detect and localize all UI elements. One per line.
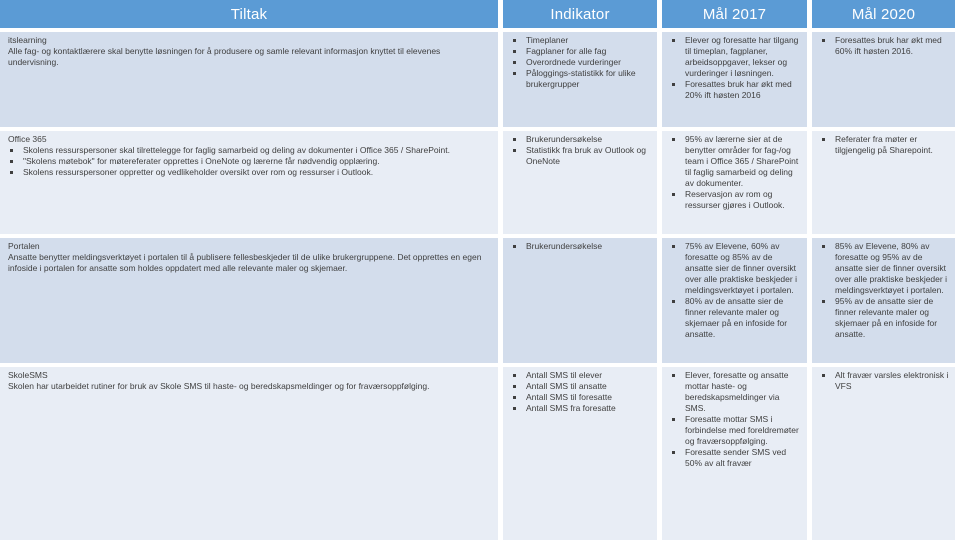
itslearning-tiltak-cell [0,32,498,127]
mal-2020-bullet-list [820,134,949,156]
bullet-item [820,35,949,57]
bullet-text: Statistikk fra bruk av Outlook og OneNote [526,145,646,166]
bullet-item [511,370,651,381]
bullet-text: 85% av Elevene, 80% av foresatte og 95% av de ansatte sier de finner oversikt over alle praktiske beskjeder i meldingsverktøyet i portalen. [835,241,947,295]
bullet-marker [10,149,13,152]
bullet-item [820,134,949,156]
portalen-tiltak-cell [0,238,498,363]
column-header-indikator: Indikator [503,0,657,28]
bullet-item [511,403,651,414]
bullet-item [670,79,801,101]
bullet-marker [513,149,516,152]
bullet-text: Reservasjon av rom og ressurser gjøres i Outlook. [685,189,785,210]
mal-2017-bullet-list [670,370,801,469]
skolesms-tiltak-cell [0,367,498,540]
bullet-text: 95% av de ansatte sier de finner relevante maler og skjemaer på en infoside for ansatte. [835,296,938,339]
bullet-text: Foresatte mottar SMS i forbindelse med foreldremøter og fraværsoppfølging. [685,414,799,446]
bullet-item [820,370,949,392]
bullet-item [511,145,651,167]
tiltak-title: SkoleSMS [8,370,48,380]
bullet-item [511,68,651,90]
mal-2020-bullet-list [820,370,949,392]
bullet-text: Alt fravær varsles elektronisk i VFS [835,370,949,391]
column-header-tiltak: Tiltak [0,0,498,28]
bullet-item [670,35,801,79]
bullet-item [8,156,492,167]
bullet-item [670,447,801,469]
bullet-marker [822,138,825,141]
bullet-text: 75% av Elevene, 60% av foresatte og 85% av de ansatte sier de finner oversikt over alle praktiske beskjeder i meldingsverktøyet i portalen. [685,241,797,295]
bullet-text: Antall SMS til elever [526,370,603,380]
bullet-marker [513,245,516,248]
bullet-marker [513,138,516,141]
bullet-marker [513,39,516,42]
itslearning-mal-2020-cell [812,32,955,127]
bullet-item [670,414,801,447]
tiltak-title: Portalen [8,241,40,251]
bullet-marker [10,171,13,174]
tiltak-text: Alle fag- og kontaktlærere skal benytte løsningen for å produsere og samle relevant informasjon knyttet til elevenes undervisning. [8,46,441,67]
bullet-text: Elever, foresatte og ansatte mottar haste- og beredskapsmeldinger via SMS. [685,370,789,413]
indikator-bullet-list [511,35,651,90]
mal-2020-bullet-list [820,241,949,340]
office365-indikator-cell [503,131,657,234]
bullet-marker [513,374,516,377]
bullet-text: 80% av de ansatte sier de finner relevante maler og skjemaer på en infoside for ansatte. [685,296,788,339]
bullet-item [511,392,651,403]
bullet-marker [822,374,825,377]
bullet-text: Antall SMS fra foresatte [526,403,616,413]
bullet-marker [822,39,825,42]
skolesms-indikator-cell [503,367,657,540]
bullet-text: Antall SMS til foresatte [526,392,612,402]
bullet-item [511,241,651,252]
bullet-text: Brukerundersøkelse [526,134,603,144]
office365-tiltak-cell [0,131,498,234]
tiltak-text: Ansatte benytter meldingsverktøyet i portalen til å publisere fellesbeskjeder til de ulike brukergruppene. Det opprettes en egen infoside i portalen for ansatte som holdes oppdatert med alle relevante maler og skjemaer. [8,252,482,273]
indikator-bullet-list [511,241,651,252]
tiltak-title: Office 365 [8,134,47,144]
bullet-marker [672,300,675,303]
bullet-marker [10,160,13,163]
bullet-item [670,296,801,340]
bullet-marker [672,193,675,196]
bullet-marker [672,451,675,454]
bullet-text: Foresattes bruk har økt med 60% ift høsten 2016. [835,35,942,56]
indikator-bullet-list [511,134,651,167]
bullet-marker [672,418,675,421]
mal-2020-bullet-list [820,35,949,57]
bullet-item [670,189,801,211]
bullet-text: Timeplaner [526,35,569,45]
bullet-text: Foresattes bruk har økt med 20% ift høsten 2016 [685,79,792,100]
bullet-item [670,370,801,414]
bullet-item [511,46,651,57]
bullet-marker [513,61,516,64]
bullet-text: Antall SMS til ansatte [526,381,607,391]
bullet-marker [513,50,516,53]
mal-2017-bullet-list [670,134,801,211]
bullet-marker [672,83,675,86]
bullet-text: Skolens ressurspersoner oppretter og vedlikeholder oversikt over rom og ressurser i Outlook. [23,167,374,177]
bullet-item [820,241,949,296]
bullet-text: Foresatte sender SMS ved 50% av alt fravær [685,447,787,468]
bullet-text: Skolens ressurspersoner skal tilrettelegge for faglig samarbeid og deling av dokumenter i Office 365 / SharePoint. [23,145,450,155]
bullet-text: "Skolens møtebok" for møtereferater opprettes i OneNote og lærerne får nødvendig opplæring. [23,156,380,166]
itslearning-mal-2017-cell [662,32,807,127]
bullet-text: Overordnede vurderinger [526,57,621,67]
bullet-item [511,35,651,46]
bullet-item [670,241,801,296]
mal-2017-bullet-list [670,241,801,340]
bullet-item [511,381,651,392]
tiltak-bullet-list [8,145,492,178]
bullet-marker [822,300,825,303]
column-header-mal-2017: Mål 2017 [662,0,807,28]
mal-2017-bullet-list [670,35,801,101]
bullet-item [8,145,492,156]
indikator-bullet-list [511,370,651,414]
bullet-marker [513,385,516,388]
portalen-mal-2017-cell [662,238,807,363]
bullet-item [670,134,801,189]
office365-mal-2017-cell [662,131,807,234]
bullet-text: Brukerundersøkelse [526,241,603,251]
bullet-marker [672,39,675,42]
bullet-marker [672,245,675,248]
bullet-text: 95% av lærerne sier at de benytter områder for fag-/og team i Office 365 / SharePoint til faglig samarbeid og deling av dokumenter. [685,134,799,188]
bullet-item [511,134,651,145]
skolesms-mal-2017-cell [662,367,807,540]
bullet-marker [672,138,675,141]
bullet-marker [513,396,516,399]
portalen-indikator-cell [503,238,657,363]
tiltak-text: Skolen har utarbeidet rutiner for bruk av Skole SMS til haste- og beredskapsmeldinger og for fraværsoppfølging. [8,381,430,391]
portalen-mal-2020-cell [812,238,955,363]
bullet-marker [513,72,516,75]
office365-mal-2020-cell [812,131,955,234]
bullet-marker [513,407,516,410]
bullet-text: Fagplaner for alle fag [526,46,607,56]
skolesms-mal-2020-cell [812,367,955,540]
bullet-text: Referater fra møter er tilgjengelig på Sharepoint. [835,134,933,155]
bullet-item [511,57,651,68]
bullet-marker [822,245,825,248]
bullet-text: Påloggings-statistikk for ulike brukergrupper [526,68,636,89]
itslearning-indikator-cell [503,32,657,127]
bullet-text: Elever og foresatte har tilgang til timeplan, fagplaner, arbeidsoppgaver, lekser og vurderinger i løsningen. [685,35,799,78]
bullet-item [820,296,949,340]
bullet-item [8,167,492,178]
tiltak-title: itslearning [8,35,47,45]
bullet-marker [672,374,675,377]
column-header-mal-2020: Mål 2020 [812,0,955,28]
